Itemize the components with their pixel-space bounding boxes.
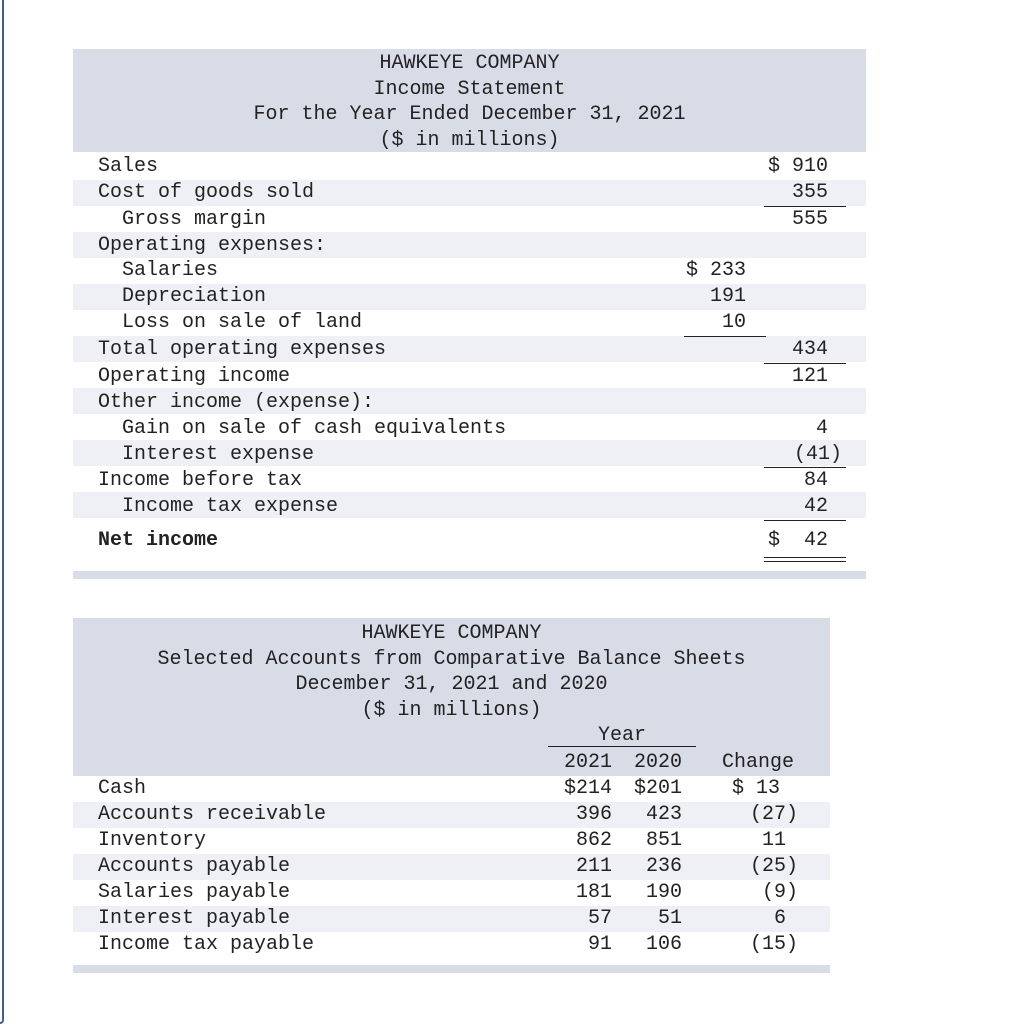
company-name: HAWKEYE COMPANY: [379, 52, 560, 75]
table-cell-change: (25): [749, 855, 798, 878]
table-cell-change: (9): [761, 881, 798, 904]
row-value: 434: [791, 338, 828, 361]
table-cell-2020: 851: [645, 829, 682, 852]
row-value: 84: [803, 469, 828, 492]
table-cell-2020: $201: [633, 777, 682, 800]
row-label: Loss on sale of land: [98, 311, 363, 334]
table-cell-change: 6: [773, 907, 786, 930]
table-cell-2020: 106: [645, 933, 682, 956]
table-row-label: Accounts receivable: [98, 803, 327, 826]
row-value: $ 233: [685, 259, 746, 282]
row-label: Income before tax: [98, 469, 303, 492]
statement-title: Income Statement: [373, 78, 566, 101]
table-row-label: Income tax payable: [98, 933, 315, 956]
year-header: Year: [597, 724, 646, 747]
row-value: 121: [791, 365, 828, 388]
row-label: Income tax expense: [98, 495, 339, 518]
double-rule-top: [764, 557, 846, 558]
row-label: Depreciation: [98, 285, 267, 308]
table-cell-2021: 211: [575, 855, 612, 878]
table-cell-2020: 190: [645, 881, 682, 904]
table-cell-2021: 91: [587, 933, 612, 956]
row-label: Sales: [98, 155, 159, 178]
row-label: Operating income: [98, 365, 291, 388]
col-change-header: Change: [722, 751, 795, 774]
bs-period: December 31, 2021 and 2020: [295, 673, 608, 696]
statement-units: ($ in millions): [379, 129, 560, 152]
row-label: Operating expenses:: [98, 234, 327, 257]
row-value: 10: [721, 311, 746, 334]
row-value: (41): [793, 443, 842, 466]
col-2020-header: 2020: [633, 751, 682, 774]
table-cell-2021: 181: [575, 881, 612, 904]
table-row-label: Interest payable: [98, 907, 291, 930]
row-label: Total operating expenses: [98, 338, 387, 361]
table-row-label: Accounts payable: [98, 855, 291, 878]
statement-period: For the Year Ended December 31, 2021: [253, 103, 686, 126]
row-label: Gain on sale of cash equivalents: [98, 417, 507, 440]
table-cell-2021: 57: [587, 907, 612, 930]
table-row-label: Salaries payable: [98, 881, 291, 904]
left-frame-border: [0, 0, 4, 1024]
income-statement-footer-bar: [73, 571, 866, 579]
row-value: 4: [815, 417, 828, 440]
table-cell-2020: 51: [657, 907, 682, 930]
table-cell-change: 11: [761, 829, 786, 852]
table-row-label: Cash: [98, 777, 147, 800]
year-header-rule: [548, 746, 696, 747]
table-cell-2020: 423: [645, 803, 682, 826]
table-cell-2020: 236: [645, 855, 682, 878]
bs-title: Selected Accounts from Comparative Balance Sheets: [157, 648, 746, 671]
table-cell-change: (15): [749, 933, 798, 956]
row-label: Gross margin: [98, 208, 267, 231]
row-value: 191: [709, 285, 746, 308]
col-2021-header: 2021: [563, 751, 612, 774]
row-label: Salaries: [98, 259, 219, 282]
table-cell-2021: 862: [575, 829, 612, 852]
table-cell-change: (27): [749, 803, 798, 826]
row-value: 42: [803, 495, 828, 518]
net-income-value: $ 42: [767, 529, 828, 552]
table-cell-2021: $214: [563, 777, 612, 800]
row-label: Cost of goods sold: [98, 181, 315, 204]
row-value: 355: [791, 181, 828, 204]
row-label: Interest expense: [98, 443, 315, 466]
net-income-label: Net income: [98, 529, 219, 552]
bs-units: ($ in millions): [361, 699, 542, 722]
row-label: Other income (expense):: [98, 391, 375, 414]
table-cell-change: $ 13: [732, 777, 781, 800]
balance-sheet-footer-bar: [73, 965, 830, 973]
double-rule-bottom: [764, 561, 846, 562]
table-cell-2021: 396: [575, 803, 612, 826]
row-value: 555: [791, 208, 828, 231]
bs-company-name: HAWKEYE COMPANY: [361, 622, 542, 645]
row-value: $ 910: [767, 155, 828, 178]
table-row-label: Inventory: [98, 829, 207, 852]
subtotal-rule: [764, 520, 846, 521]
